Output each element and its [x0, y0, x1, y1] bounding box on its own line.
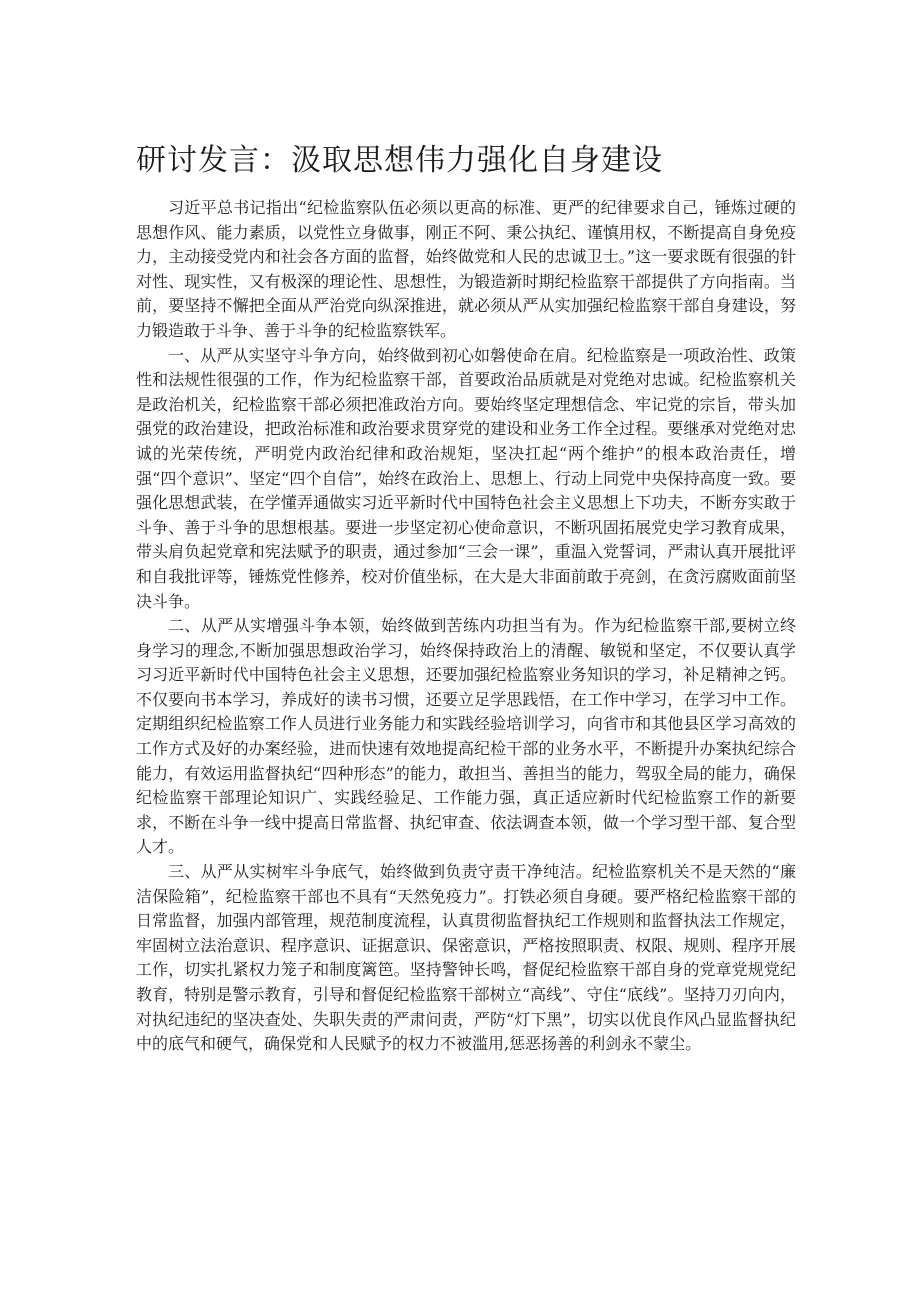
paragraph-section-3: 三、从严从实树牢斗争底气，始终做到负责守责干净纯洁。纪检监察机关不是天然的“廉洁保险箱”，纪检监察干部也不具有“天然免疫力”。打铁必须自身硬。要严格纪检监察干部的日常监督，加强内部管理，规范制度流程，认真贯彻监督执纪工作规则和监督执法工作规定，牢固树立法治意识、程序意识、证据意识、保密意识，严格按照职责、权限、规则、程序开展工作，切实扎紧权力笼子和制度篱笆。坚持警钟长鸣，督促纪检监察干部自身的党章党规党纪教育，特别是警示教育，引导和督促纪检监察干部树立“高线”、守住“底线”。坚持刀刃向内，对执纪违纪的坚决查处、失职失责的严肃问责，严防“灯下黑”，切实以优良作风凸显监督执纪中的底气和硬气，确保党和人民赋予的权力不被滥用,惩恶扬善的利剑永不蒙尘。 — [136, 862, 796, 1054]
document-body — [136, 196, 796, 1057]
paragraph-section-2: 二、从严从实增强斗争本领，始终做到苦练内功担当有为。作为纪检监察干部,要树立终身学习的理念,不断加强思想政治学习，始终保持政治上的清醒、敏锐和坚定，不仅要认真学习习近平新时代中国特色社会主义思想，还要加强纪检监察业务知识的学习，补足精神之钙。不仅要向书本学习，养成好的读书习惯，还要立足学思践悟，在工作中学习，在学习中工作。定期组织纪检监察工作人员进行业务能力和实践经验培训学习，向省市和其他县区学习高效的工作方式及好的办案经验，进而快速有效地提高纪检干部的业务水平，不断提升办案执纪综合能力，有效运用监督执纪“四种形态”的能力，敢担当、善担当的能力，驾驭全局的能力，确保纪检监察干部理论知识广、实践经验足、工作能力强，真正适应新时代纪检监察工作的新要求，不断在斗争一线中提高日常监督、执纪审查、依法调查本领，做一个学习型干部、复合型人才。 — [136, 616, 796, 857]
paragraph-section-1: 一、从严从实坚守斗争方向，始终做到初心如磐使命在肩。纪检监察是一项政治性、政策性和法规性很强的工作，作为纪检监察干部，首要政治品质就是对党绝对忠诚。纪检监察机关是政治机关，纪检监察干部必须把准政治方向。要始终坚定理想信念、牢记党的宗旨，带头加强党的政治建设，把政治标准和政治要求贯穿党的建设和业务工作全过程。要继承对党绝对忠诚的光荣传统，严明党内政治纪律和政治规矩，坚决扛起“两个维护”的根本政治责任，增强“四个意识”、坚定“四个自信”，始终在政治上、思想上、行动上同党中央保持高度一致。要强化思想武装，在学懂弄通做实习近平新时代中国特色社会主义思想上下功夫，不断夯实敢于斗争、善于斗争的思想根基。要进一步坚定初心使命意识，不断巩固拓展党史学习教育成果，带头肩负起党章和宪法赋予的职责，通过参加“三会一课”，重温入党誓词，严肃认真开展批评和自我批评等，锤炼党性修养，校对价值坐标，在大是大非面前敢于亮剑，在贪污腐败面前坚决斗争。 — [136, 345, 796, 611]
paragraph-intro: 习近平总书记指出“纪检监察队伍必须以更高的标准、更严的纪律要求自己，锤炼过硬的思想作风、能力素质，以党性立身做事，刚正不阿、秉公执纪、谨慎用权，不断提高自身免疫力，主动接受党内和社会各方面的监督，始终做党和人民的忠诚卫士。”这一要求既有很强的针对性、现实性，又有极深的理论性、思想性，为锻造新时期纪检监察干部提供了方向指南。当前，要坚持不懈把全面从严治党向纵深推进，就必须从严从实加强纪检监察干部自身建设，努力锻造敢于斗争、善于斗争的纪检监察铁军。 — [136, 198, 796, 340]
document-title: 研讨发言：汲取思想伟力强化自身建设 — [136, 143, 663, 178]
